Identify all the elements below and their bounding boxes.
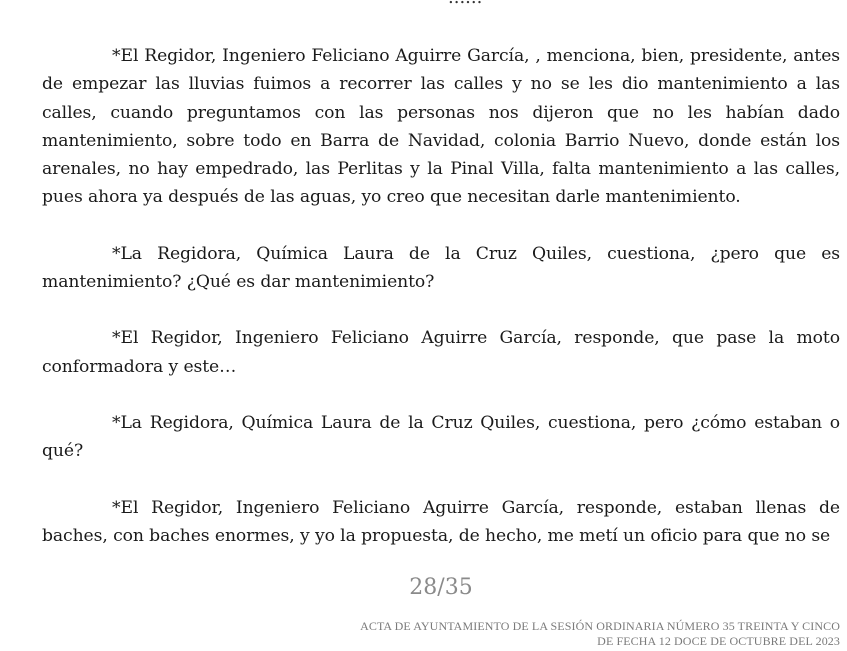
page-footer bbox=[360, 619, 840, 649]
paragraph-1: *El Regidor, Ingeniero Feliciano Aguirre García, , menciona, bien, presidente, antes de empezar las lluvias fuimos a recorrer las calles y no se les dio mantenimiento a las calles, cuando preguntamos con las personas nos dijeron que no les habían dado mantenimiento, sobre todo en Barra de Navidad, colonia Barrio Nuevo, donde están los arenales, no hay empedrado, las Perlitas y la Pinal Villa, falta mantenimiento a las calles, pues ahora ya después de las aguas, yo creo que necesitan darle mantenimiento. bbox=[42, 46, 840, 208]
footer-line-2: DE FECHA 12 DOCE DE OCTUBRE DEL 2023 bbox=[597, 634, 840, 648]
paragraph-4: *La Regidora, Química Laura de la Cruz Quiles, cuestiona, pero ¿cómo estaban o qué? bbox=[42, 412, 840, 462]
previous-page-fragment bbox=[448, 0, 482, 8]
paragraph-5: *El Regidor, Ingeniero Feliciano Aguirre García, responde, estaban llenas de baches, con baches enormes, y yo la propuesta, de hecho, me metí un oficio para que no se bbox=[42, 497, 840, 546]
document-body bbox=[42, 42, 840, 578]
page-number: 28/35 bbox=[409, 575, 473, 600]
paragraph-3: *El Regidor, Ingeniero Feliciano Aguirre García, responde, que pase la moto conformadora y este… bbox=[42, 328, 840, 377]
footer-line-1: ACTA DE AYUNTAMIENTO DE LA SESIÓN ORDINARIA NÚMERO 35 TREINTA Y CINCO bbox=[360, 619, 840, 633]
paragraph-2: *La Regidora, Química Laura de la Cruz Quiles, cuestiona, ¿pero que es mantenimiento? ¿Qué es dar mantenimiento? bbox=[42, 243, 840, 293]
